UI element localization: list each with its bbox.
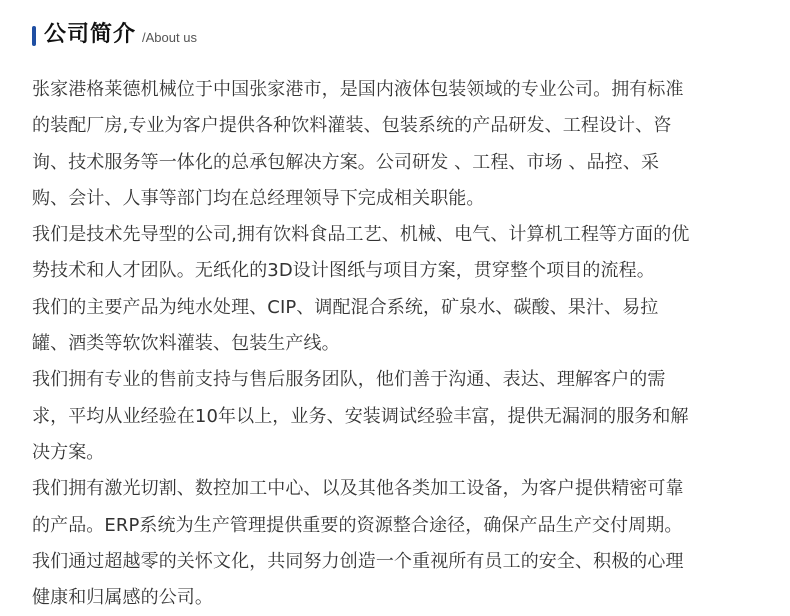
text-line: 购、会计、人事等部门均在总经理领导下完成相关职能。 — [32, 187, 485, 209]
section-header — [32, 18, 197, 50]
text-line: 询、技术服务等一体化的总承包解决方案。公司研发 、工程、市场 、品控、采 — [32, 151, 660, 173]
text-line: 我们的主要产品为纯水处理、CIP、调配混合系统，矿泉水、碳酸、果汁、易拉 — [32, 296, 659, 318]
text-line: 我们是技术先导型的公司,拥有饮料食品工艺、机械、电气、计算机工程等方面的优 — [32, 224, 690, 246]
text-line: 的装配厂房,专业为客户提供各种饮料灌装、包装系统的产品研发、工程设计、咨 — [32, 115, 672, 137]
text-line: 我们拥有专业的售前支持与售后服务团队，他们善于沟通、表达、理解客户的需 — [32, 369, 666, 391]
text-line: 罐、酒类等软饮料灌装、包装生产线。 — [32, 333, 340, 355]
company-intro-text — [32, 72, 762, 616]
page-title: 公司简介 — [44, 22, 137, 47]
text-line: 健康和归属感的公司。 — [32, 587, 213, 609]
text-line: 求，平均从业经验在10年以上，业务、安装调试经验丰富，提供无漏洞的服务和解 — [32, 405, 689, 427]
page-subtitle: /About us — [142, 30, 197, 45]
text-line: 决方案。 — [32, 441, 105, 463]
text-line: 势技术和人才团队。无纸化的3D设计图纸与项目方案，贯穿整个项目的流程。 — [32, 260, 655, 282]
text-line: 我们拥有激光切割、数控加工中心、以及其他各类加工设备，为客户提供精密可靠 — [32, 478, 684, 500]
text-line: 的产品。ERP系统为生产管理提供重要的资源整合途径，确保产品生产交付周期。 — [32, 514, 683, 536]
header-accent-bar — [32, 26, 36, 46]
text-line: 我们通过超越零的关怀文化，共同努力创造一个重视所有员工的安全、积极的心理 — [32, 550, 684, 572]
text-line: 张家港格莱德机械位于中国张家港市，是国内液体包装领域的专业公司。拥有标准 — [32, 79, 684, 100]
